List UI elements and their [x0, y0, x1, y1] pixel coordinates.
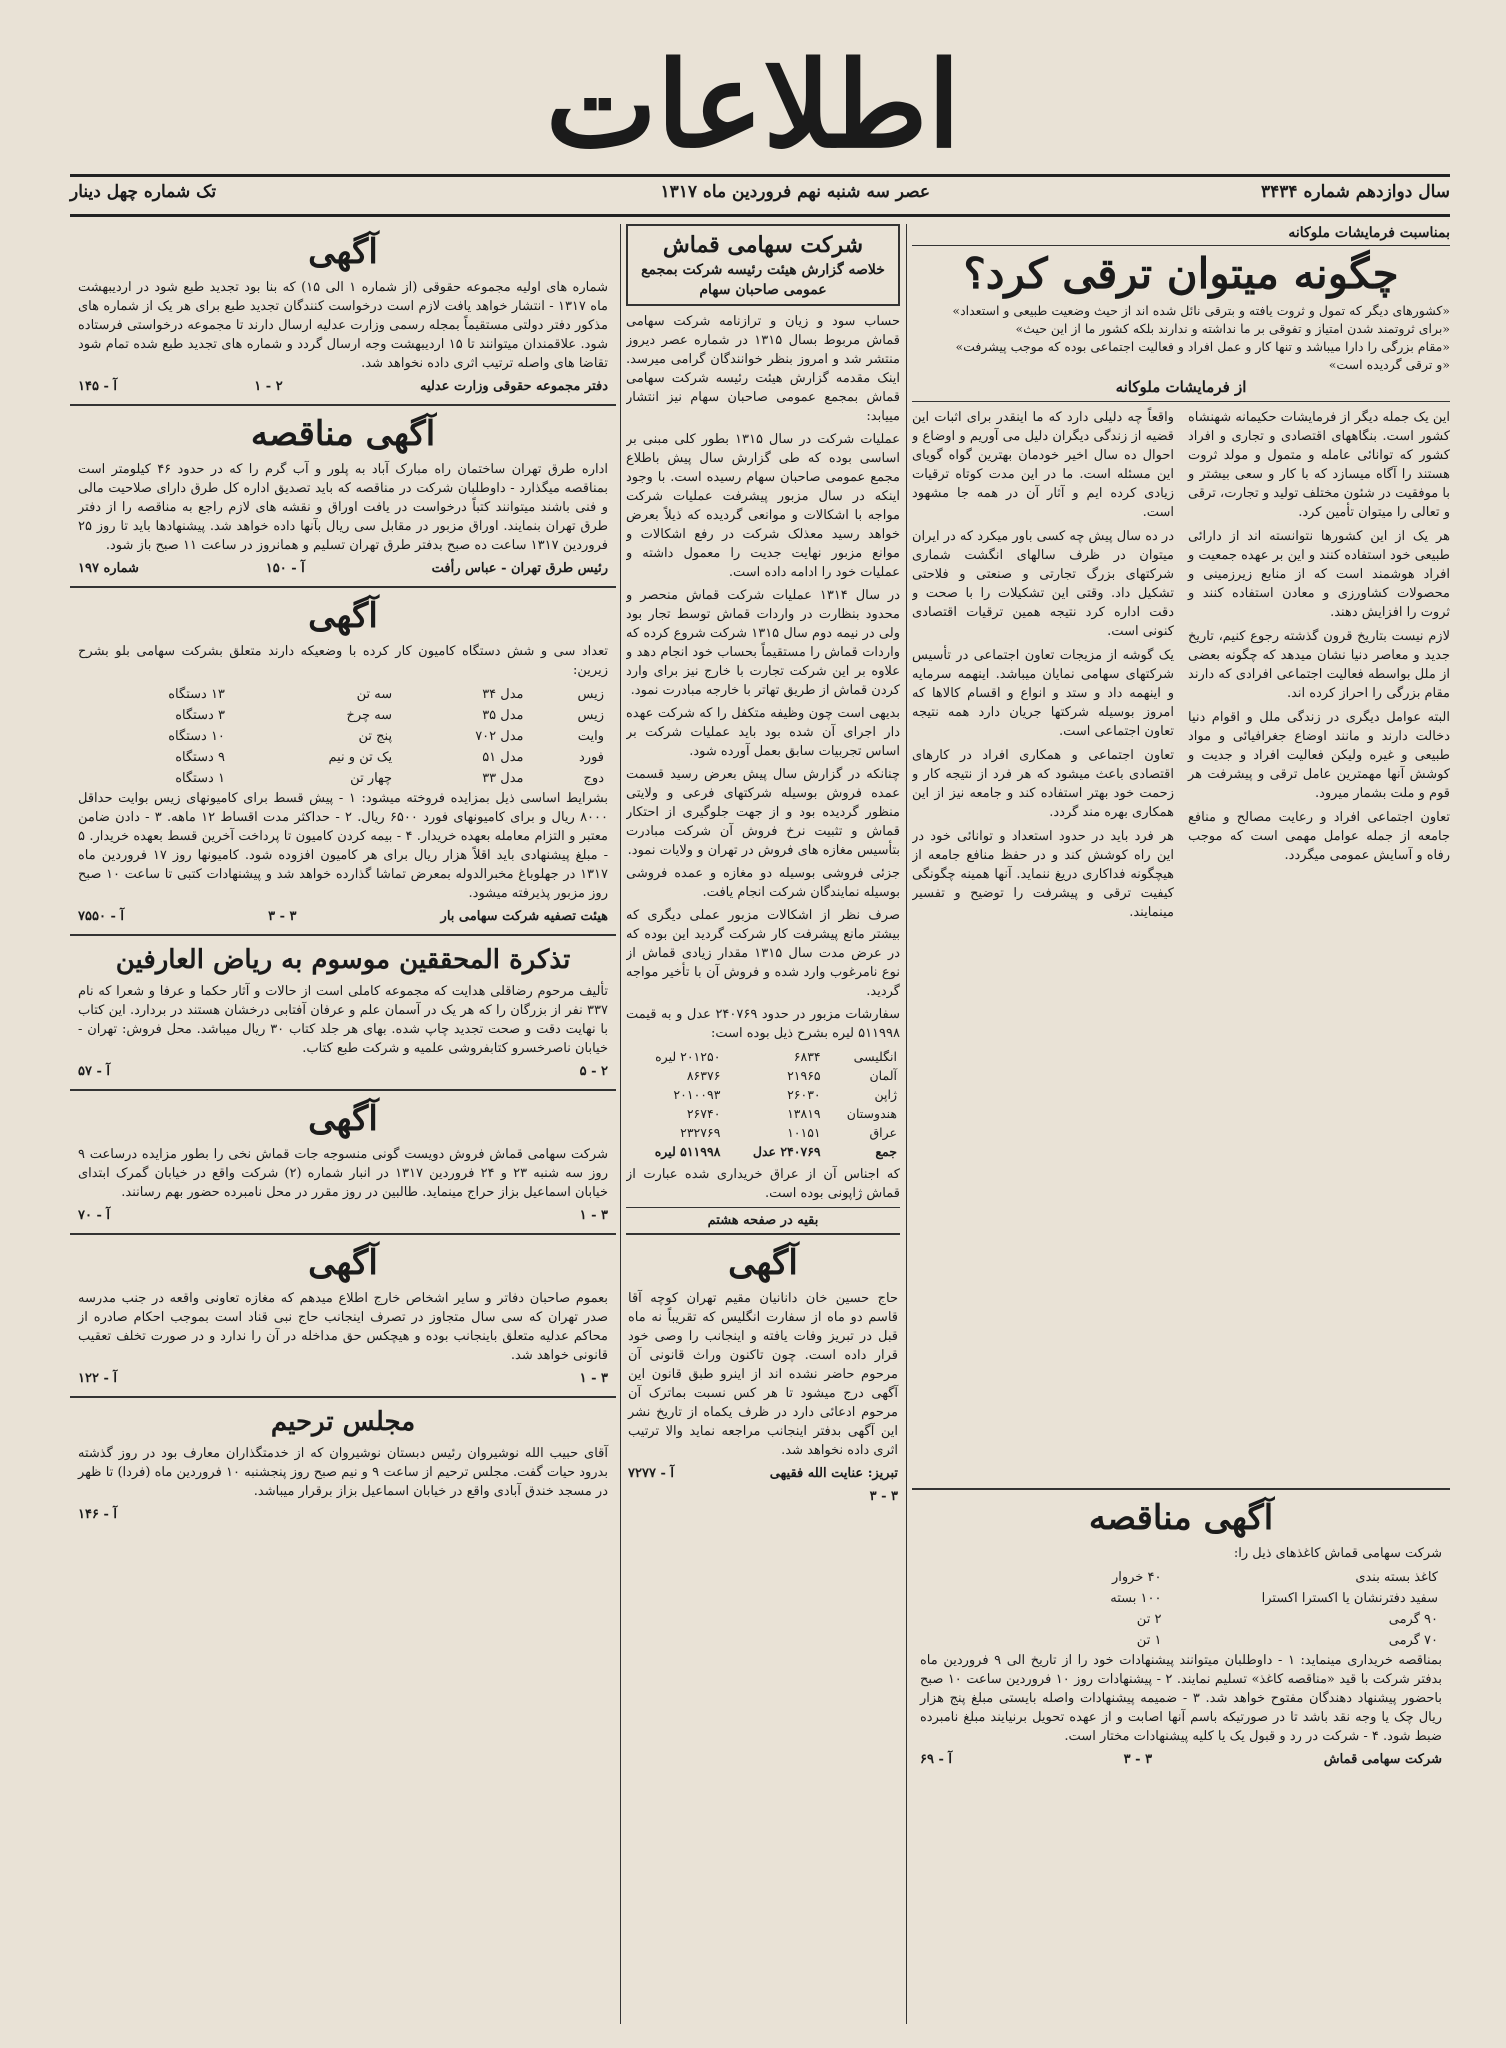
table-row: انگلیسی ۶۸۳۴ ۲۰۱۲۵۰ لیره: [655, 1049, 897, 1064]
editorial-paragraph: تعاون اجتماعی و همکاری افراد در کارهای اقتصادی باعث میشود که هر فرد از نتیجه کار و زحمت خود بهتر استفاده کند و جامعه نیز از این همکاری بهره مند گردد.: [912, 748, 1174, 820]
editorial-subcolumn: [912, 408, 1174, 1488]
notice-body: شماره های اولیه مجموعه حقوقی (از شماره ۱ الی ۱۵) که بنا بود تجدید طبع شود در اردیبهشت ماه ۱۳۱۷ - انتشار خواهد یافت لازم است درخواست کنندگان تجدید طبع برای هر یک از شماره های مذکور دفتر دولتی مستقیماً بمجله رسمی وزارت عدلیه ارسال دارند تا مجموعه درخواستی فرستاده شود. علاقمندان میتوانند تا ۱۵ اردیبهشت وجه ارسال گردد و شماره های تجدید طبع شده تمام شود تقاضا های واصله ترتیب اثری داده نخواهد شد.: [78, 280, 608, 371]
top-rule: [70, 174, 1450, 177]
royal-quote: «کشورهای دیگر که تمول و ثروت یافته و بترقی نائل شده اند از حیث وضعیت طبیعی و استعداد» «برای ثروتمند شدن امتیاز و تفوقی بر ما نداشته و ندارند بلکه کشور ما از این حیث» «مقام بزرگی را دارا میباشد و تنها کار و عمل افراد و فعالیت اجتماعی بوده که موجب پیشرفت» «و ترقی گردیده است»: [952, 303, 1450, 372]
notice-auction-cloth: [70, 1091, 616, 1235]
table-row: زیس مدل ۳۵ سه چرخ ۳ دستگاه: [175, 708, 604, 723]
table-row: زیس مدل ۳۴ سه تن ۱۳ دستگاه: [168, 687, 604, 702]
notice-body: بعموم صاحبان دفاتر و سایر اشخاص خارج اطلاع میدهم که مغازه تعاونی واقعه در جنب مدرسه صدر تهران که سی سال متجاوز در تصرف اینجانب حاج نبی قناد است بموجب احکام صادره از محاکم عدلیه متعلق باینجانب بوده و هیچکس حق مداخله در آن را ندارد و در صورت تخلف تعقیب قانونی خواهد شد.: [78, 1291, 608, 1363]
ads-column: [70, 224, 616, 2024]
editorial-paragraph: این یک جمله دیگر از فرمایشات حکیمانه شهنشاه کشور است. بنگاههای اقتصادی و تجاری و افراد کشور که توانائی عامله و متمول و مولد ثروت هستند را آگاه میسازد که با کار و سعی بیشتر و با موفقیت در شئون مختلف تولید و تجارت، ترقی و تعالی را میتوان تأمین کرد.: [1188, 410, 1450, 520]
editorial-paragraph: هر فرد باید در حدود استعداد و توانائی خود در این راه کوشش کند و در حفظ منافع جامعه از هیچگونه فداکاری دریغ ننماید. آنها همینه چگونگی کیفیت ترقی و پیشرفت را توضیح و تفسیر مینمایند.: [912, 829, 1174, 920]
table-row: دوج مدل ۳۳ چهار تن ۱ دستگاه: [175, 771, 604, 786]
report-title: شرکت سهامی قماش: [662, 232, 864, 258]
memorial-title: مجلس ترحیم: [270, 1407, 416, 1437]
tender-body: اداره طرق تهران ساختمان راه مبارک آباد به پلور و آب گرم را که در حدود ۴۶ کیلومتر است بمناقصه میگذارد - داوطلبان شرکت در مناقصه که باید تصدیق اداره کل طرق دارای صلاحیت مالی و فنی باشند میتوانند کتباً درخواست در یافت اوراق و نقشه های لازم راجع به مناقصه را از دفتر طرق تهران بنمایند. اوراق مزبور در مقابل سی ریال بآنها داده خواهد شد. پیشنهادها باید تا روز ۲۵ فروردین ۱۳۱۷ ساعت ده صبح بدفتر طرق تهران تسلیم و همانروز در ساعت ۱۱ صبح باز شود.: [78, 462, 608, 553]
issue-price: تک شماره چهل دینار: [70, 182, 217, 202]
table-row: وایت مدل ۷۰۲ پنج تن ۱۰ دستگاه: [168, 729, 604, 744]
editorial-paragraph: در ده سال پیش چه کسی باور میکرد که در ایران میتوان در ظرف سالهای انگشت شماری شرکتهای بزرگ تجارتی و صنعتی و فلاحتی تشکیل داد. وقتی این تشکیلات را با صحت و دقت اداره کرد نتیجه همین ترقیات اقتصادی کنونی است.: [912, 529, 1174, 639]
editorial-paragraph: یک گوشه از مزیجات تعاون اجتماعی در تأسیس شرکتهای سهامی نمایان میباشد. اینهمه سرمایه و اینهمه داد و ستد و انواع و اقسام کالاها که امروز بوسیله شرکتها جریان دارد همه نتیجه تعاون اجتماعی است.: [912, 648, 1174, 739]
notice-signature: هیئت تصفیه شرکت سهامی بار ۳ - ۳ آ - ۷۵۵۰: [78, 909, 608, 924]
notice-intro: تعداد سی و شش دستگاه کامیون کار کرده با وضعیکه دارند متعلق بشرکت سهامی بلو بشرح زیرین:: [78, 644, 608, 678]
editorial-column: [912, 224, 1450, 2024]
tender-paper: [912, 1488, 1450, 1777]
dateline: [70, 178, 1450, 208]
notice-title: آگهی: [308, 1243, 378, 1283]
imports-table: [626, 1047, 900, 1161]
table-row: ۷۰ گرمی ۱ تن: [1136, 1633, 1438, 1648]
masthead: [0, 30, 1506, 180]
book-title: تذکرة المحققین موسوم به ریاض العارفین: [115, 945, 571, 975]
tender-title: آگهی مناقصه: [1088, 1498, 1274, 1538]
editorial-kicker: بمناسبت فرمایشات ملوکانه: [912, 224, 1450, 246]
report-paragraph: حساب سود و زیان و ترازنامه شرکت سهامی قماش مربوط بسال ۱۳۱۵ در شماره عصر دیروز منتشر شد و امروز بنظر خوانندگان گرامی میرسد. اینک مقدمه گزارش هیئت رئیسه شرکت سهامی قماش بمجمع عمومی صاحبان سهام نیز انتشار مییابد:: [626, 314, 900, 424]
company-report-column: [626, 224, 900, 2024]
book-body: تألیف مرحوم رضاقلی هدایت که مجموعه کاملی است از حالات و آثار حکما و عرفا و شعرا که نام ۳۳۷ نفر از بزرگان را که هر یک در آسمان علم و عرفان آفتابی درخشان هستند در بردارد. این کتاب با نهایت دقت و صحت تجدید چاپ شده. بهای هر جلد کتاب ۳۰ ریال میباشد. محل فروش: تهران - خیابان ناصرخسرو کتابفروشی علمیه و شرکت طبع کتاب.: [78, 984, 608, 1056]
notice-estate: آگهی حاج حسین خان دانانیان مقیم تهران کوچه آقا قاسم دو ماه از سفارت انگلیس که تقریباً نه ماه قبل در تبریز وفات یافته و اینجانب را وصی خود قرار داده است. چون تاکنون وراث قانونی آن مرحوم حاضر نشده اند از اینرو طبق قانون این آگهی درج میشود تا هر کس نسبت بماترک آن مرحوم ادعائی دارد در ظرف یکماه از تاریخ نشر این آگهی بدفتر اینجانب مراجعه نماید والا ترتیب اثری داده نخواهد شد. تبریز: عنایت الله فقیهی آ - ۷۲۷۷ ۳ - ۳: [628, 1243, 898, 1504]
table-row: سفید دفترنشان یا اکسترا اکسترا ۱۰۰ بسته: [1110, 1591, 1438, 1606]
notice-signature: ۳ - ۱ آ - ۷۰: [78, 1208, 608, 1223]
book-signature: ۲ - ۵ آ - ۵۷: [78, 1064, 608, 1079]
notice-title: آگهی: [308, 232, 378, 272]
report-paragraph: در سال ۱۳۱۴ عملیات شرکت قماش منحصر و محدود بنظارت در واردات قماش توسط تجار بود ولی در نیمه دوم سال ۱۳۱۵ شرکت شروع کرده که واردات قماش را مستقیماً بحساب خود انجام دهد و علاوه بر این شرکت تجارت با خارج نیز برای وارد کردن قماش از طریق تهاتر با خارجه مبادرت نمود.: [626, 588, 900, 698]
notice-title: آگهی: [308, 596, 378, 636]
report-subtitle: خلاصه گزارش هیئت رئیسه شرکت بمجمع عمومی صاحبان سهام: [641, 262, 885, 298]
table-row: عراق ۱۰۱۵۱ ۲۳۲۷۶۹: [680, 1125, 897, 1140]
column-divider: [620, 224, 621, 2024]
quote-source: از فرمایشات ملوکانه: [1115, 378, 1247, 396]
tender-intro: شرکت سهامی قماش کاغذهای ذیل را:: [1233, 1546, 1442, 1561]
editorial-body: [912, 408, 1450, 1488]
issue-date: عصر سه شنبه نهم فروردین ماه ۱۳۱۷: [660, 182, 930, 202]
dateline-rule: [70, 214, 1450, 217]
truck-list: [78, 684, 608, 789]
tender-roads: [70, 406, 616, 588]
editorial-paragraph: البته عوامل دیگری در زندگی ملل و اقوام دنیا دخالت دارند و مانند اوضاع جغرافیائی و مواد طبیعی و غیره ولیکن فعالیت افراد و جدیت و کوشش آنها مهمترین عامل ترقی و پیشرفت هر قوم و ملت بشمار میرود.: [1188, 710, 1450, 801]
notice-terms: بشرایط اساسی ذیل بمزایده فروخته میشود: ۱ - پیش قسط برای کامیونهای زیس بوایت حداقل ۸۰۰۰ ریال و برای کامیونهای فورد ۶۵۰۰ ریال. ۲ - حداکثر مدت اقساط ۱۲ ماهه. ۳ - دادن ضامن معتبر و التزام معامله بعهده خریدار. ۴ - بیمه کردن کامیون تا پرداخت آخرین قسط بعهده خریدار. ۵ - مبلغ پیشنهادی باید اقلاً هزار ریال برای هر کامیون افزوده شود. کامیونها روز ۱۷ فروردین ماه ۱۳۱۷ در جهلوباغ مخبرالدوله بمعرض تماشا گذارده خواهد شد و پیشنهادات کتبی تا ساعت ۱۰ صبح روز مزبور پذیرفته میشود.: [78, 791, 609, 901]
report-paragraph: جزئی فروشی بوسیله دو مغازه و عمده فروشی بوسیله نمایندگان شرکت انجام یافت.: [626, 866, 900, 900]
memorial-notice: [70, 1398, 616, 1532]
report-tail: که اجناس آن از عراق خریداری شده عبارت از قماش ژاپونی بوده است.: [626, 1167, 900, 1201]
editorial-paragraph: لازم نیست بتاریخ قرون گذشته رجوع کنیم، تاریخ جدید و معاصر دنیا نشان میدهد که چگونه بعضی از ملل بواسطه فعالیت اجتماعی افرادی که دارند مقام بزرگی را احراز کرده اند.: [1188, 629, 1450, 701]
notice-trucks-auction: [70, 588, 616, 936]
tender-signature: شرکت سهامی قماش ۳ - ۳ آ - ۶۹: [920, 1752, 1442, 1767]
table-row: ۹۰ گرمی ۲ تن: [1136, 1612, 1438, 1627]
paper-list: [1077, 1567, 1442, 1651]
table-row: کاغذ بسته بندی ۴۰ خروار: [1111, 1570, 1438, 1585]
masthead-title: اطلاعات: [545, 35, 961, 174]
editorial-subcolumn: [1188, 408, 1450, 1488]
editorial-paragraph: تعاون اجتماعی افراد و رعایت مصالح و منافع جامعه از جمله عوامل مهمی است که موجب رفاه و آسایش عمومی میگردد.: [1188, 810, 1450, 863]
notice-signature: ۳ - ۱ آ - ۱۲۲: [78, 1371, 608, 1386]
tender-signature: رئیس طرق تهران - عباس رأفت آ - ۱۵۰ شماره ۱۹۷: [78, 561, 608, 576]
notice-title: آگهی: [308, 1099, 378, 1139]
table-row: فورد مدل ۵۱ یک تن و نیم ۹ دستگاه: [175, 750, 604, 765]
table-row: هندوستان ۱۳۸۱۹ ۲۶۷۴۰: [686, 1106, 897, 1121]
notice-shop: [70, 1235, 616, 1398]
notice-legal-collection: [70, 224, 616, 406]
book-advert: [70, 936, 616, 1091]
editorial-headline: چگونه میتوان ترقی کرد؟: [963, 249, 1399, 298]
editorial-paragraph: واقعاً چه دلیلی دارد که ما اینقدر برای اثبات این قضیه از زندگی دیگران دلیل می آوریم و اوضاع و احوال ده سال اخیر خودمان بهترین گواه گویای این مسئله است. ما در این مدت کوتاه ترقیات زیادی کرده ایم و آثار آن در همه جا مشهود است.: [912, 410, 1174, 520]
notice-signature: دفتر مجموعه حقوقی وزارت عدلیه ۲ - ۱ آ - ۱۴۵: [78, 379, 608, 394]
report-paragraph: بدیهی است چون وظیفه متکفل را که شرکت عهده دار اجرای آن شده بود باید عملیات شرکت بر اساس تجربیات سابق بعمل آورده شود.: [626, 706, 900, 759]
editorial-paragraph: هر یک از این کشورها نتوانسته اند از دارائی طبیعی خود استفاده کنند و این بر عهده جمعیت و افراد هوشمند است که از منابع زیرزمینی و محصولات کشاورزی و معادن استفاده کنند و ثروت را افزایش دهند.: [1188, 529, 1450, 620]
continued-note: بقیه در صفحه هشتم: [626, 1207, 900, 1235]
column-divider: [906, 224, 907, 2024]
report-paragraph: سفارشات مزبور در حدود ۲۴۰۷۶۹ عدل و به قیمت ۵۱۱۹۹۸ لیره بشرح ذیل بوده است:: [626, 1007, 900, 1041]
notice-title: آگهی: [728, 1243, 798, 1283]
notice-body: شرکت سهامی قماش فروش دویست گونی منسوجه جات قماش نخی را بطور مزایده درساعت ۹ روز سه شنبه ۲۳ و ۲۴ فروردین ۱۳۱۷ در انبار شماره (۲) شرکت واقع در خیابان گمرک ابتدای خیابان اسماعیل بزاز حراج مینماید. طالبین در روز مقرر در محل نامبرده حضور بهم رسانند.: [78, 1147, 608, 1200]
tender-title: آگهی مناقصه: [250, 414, 436, 454]
report-paragraph: صرف نظر از اشکالات مزبور عملی دیگری که بیشتر مانع پیشرفت کار شرکت گردید این بوده که در عرض مدت سال ۱۳۱۵ مقدار زیادی قماش از نوع نامرغوب وارد شده و فروش آن با تأخیر مواجه گردید.: [626, 908, 900, 999]
notice-body: حاج حسین خان دانانیان مقیم تهران کوچه آقا قاسم دو ماه از سفارت انگلیس که تقریباً نه ماه قبل در تبریز وفات یافته و اینجانب را وصی خود قرار داده است. چون تاکنون وراث قانونی آن مرحوم حاضر نشده اند از اینرو طبق قانون این آگهی درج میشود تا هر کس نسبت بماترک آن مرحوم ادعائی دارد در ظرف یکماه از تاریخ نشر این آگهی بدفتر اینجانب مراجعه نماید والا ترتیب اثری داده نخواهد شد.: [628, 1291, 898, 1458]
issue-number: سال دوازدهم شماره ۳۴۳۴: [1261, 182, 1450, 202]
table-row: ژاپن ۲۶۰۳۰ ۲۰۱۰۰۹۳: [673, 1087, 897, 1102]
notice-signature: تبریز: عنایت الله فقیهی آ - ۷۲۷۷: [628, 1466, 898, 1481]
table-row: جمع ۲۴۰۷۶۹ عدل ۵۱۱۹۹۸ لیره: [654, 1144, 897, 1159]
tender-body: بمناقصه خریداری مینماید: ۱ - داوطلبان میتوانند پیشنهادات خود را از تاریخ الی ۹ فروردین ماه بدفتر شرکت با قید «مناقصه کاغذ» تسلیم نمایند. ۲ - پیشنهادات روز ۱۰ فروردین ساعت ۱۰ صبح باحضور پیشنهاد دهندگان مفتوح خواهد شد. ۳ - ضمیمه پیشنهادات واصله بایستی مبلغ پنج هزار ریال چک یا وجه نقد باشد تا در صورتیکه باسم آنها اصابت و از عهده تحویل برنیایند مبلغ نامبرده ضبط شود. ۴ - شرکت در رد و قبول یک یا کلیه پیشنهادات مختار است.: [920, 1653, 1443, 1744]
memorial-signature: آ - ۱۴۶: [78, 1507, 118, 1522]
report-paragraph: عملیات شرکت در سال ۱۳۱۵ بطور کلی مبنی بر اساسی بوده که طی گزارش سال پیش باطلاع مجمع عمومی صاحبان سهام رسیده است. با وجود اینکه در سال مزبور پیشرفت عملیات شرکت مواجه با اشکالات و موانعی گردیده که ذیلاً بعرض خواهد رسید معذلک شرکت در رفع اشکالات و موانع مزبور نهایت جدیت را معمول داشته و عملیات خود را ادامه داده است.: [626, 432, 900, 580]
memorial-body: آقای حبیب الله نوشیروان رئیس دبستان نوشیروان که از خدمتگذاران معارف بود در روز گذشته بدرود حیات گفت. مجلس ترحیم از ساعت ۹ و نیم صبح روز پنجشنبه ۱۰ فروردین ماه (فردا) تا ظهر در مسجد خندق آبادی واقع در خیابان اسماعیل بزاز برقرار میباشد.: [78, 1446, 609, 1499]
report-header: [626, 224, 900, 306]
table-row: آلمان ۲۱۹۶۵ ۸۶۳۷۶: [686, 1068, 897, 1083]
report-paragraph: چنانکه در گزارش سال پیش بعرض رسید قسمت عمده فروش بوسیله شرکتهای فرعی و ولایتی منظور گردیده بود و از جهت جلوگیری از احتکار قماش و تثبیت نرخ فروش آن شرکت مبادرت بتأسیس مغازه های فروش در تهران و ولایات نمود.: [626, 767, 900, 858]
